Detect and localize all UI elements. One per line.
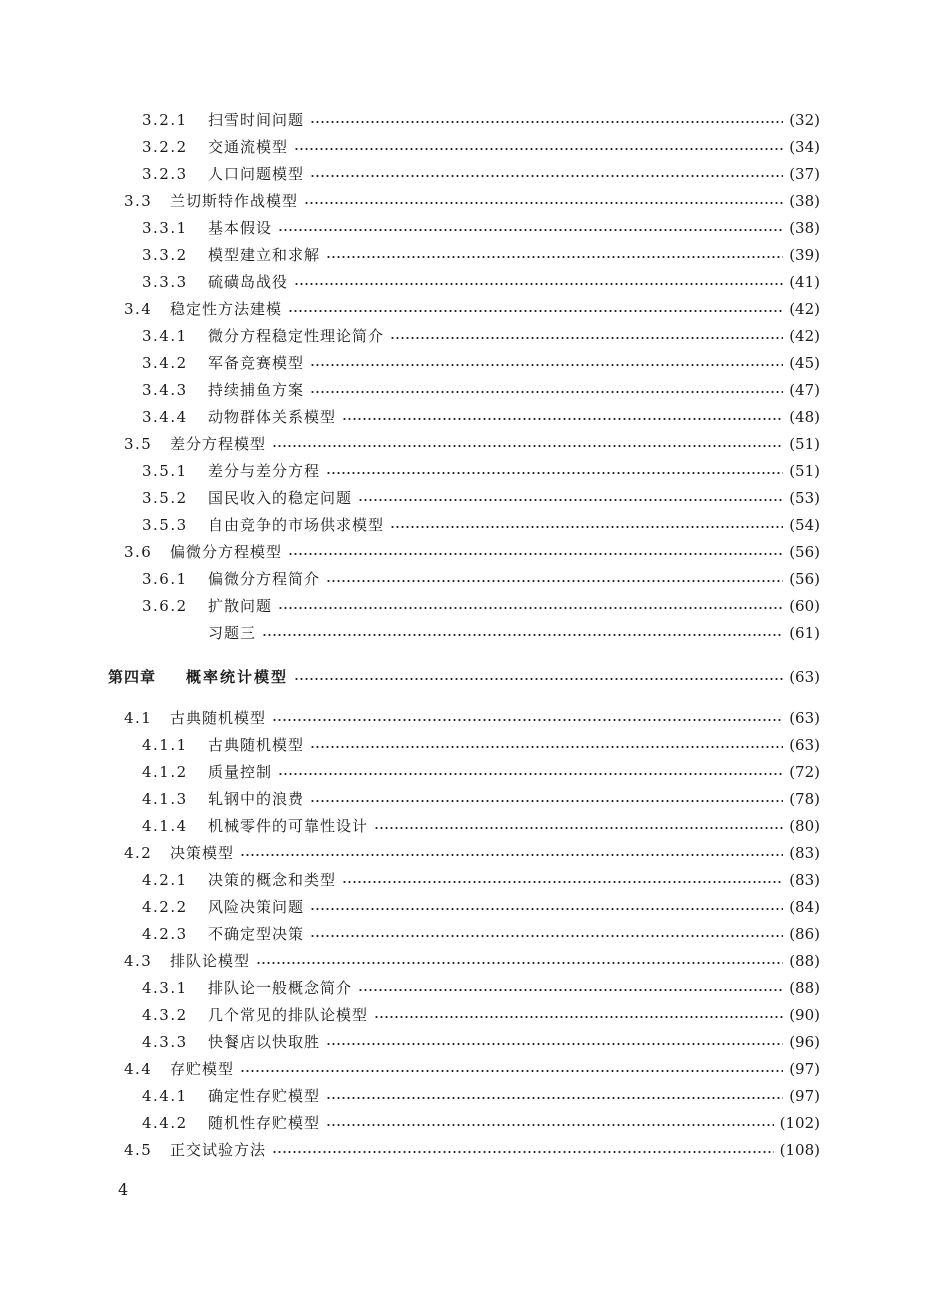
toc-entry-title: 概率统计模型 — [186, 668, 289, 686]
toc-entry-page: (90) — [789, 1006, 820, 1024]
dot-leader — [278, 229, 783, 231]
toc-entry-title: 不确定型决策 — [208, 925, 305, 943]
dot-leader — [326, 256, 783, 258]
toc-entry-title: 质量控制 — [208, 763, 273, 781]
toc-entry[interactable] — [124, 1138, 820, 1162]
toc-entry-title: 正交试验方法 — [170, 1141, 267, 1159]
toc-entry-page: (60) — [789, 597, 820, 615]
toc-entry[interactable] — [142, 1111, 820, 1135]
toc-entry-number: 3.6.1 — [142, 570, 188, 588]
toc-entry-number: 3.2.3 — [142, 165, 188, 183]
toc-entry[interactable] — [142, 594, 820, 618]
toc-entry[interactable] — [142, 1030, 820, 1054]
toc-entry-number: 3.4.2 — [142, 354, 188, 372]
toc-entry[interactable] — [124, 949, 820, 973]
toc-entry[interactable] — [142, 486, 820, 510]
dot-leader — [390, 526, 783, 528]
toc-entry-number: 3.3.1 — [142, 219, 188, 237]
toc-entry-number: 3.5.2 — [142, 489, 188, 507]
toc-entry[interactable] — [142, 868, 820, 892]
dot-leader — [326, 472, 783, 474]
toc-entry-page: (83) — [789, 844, 820, 862]
dot-leader — [342, 881, 783, 883]
dot-leader — [278, 773, 783, 775]
toc-entry-number: 3.4 — [124, 300, 153, 318]
toc-entry[interactable] — [124, 1057, 820, 1081]
toc-entry-title: 决策模型 — [170, 844, 235, 862]
toc-entry[interactable] — [142, 135, 820, 159]
toc-entry-title: 确定性存贮模型 — [208, 1087, 321, 1105]
dot-leader — [262, 634, 783, 636]
toc-entry-title: 兰切斯特作战模型 — [170, 192, 299, 210]
toc-entry-number: 4.3.3 — [142, 1033, 188, 1051]
toc-entry[interactable] — [124, 706, 820, 730]
toc-entry[interactable] — [142, 895, 820, 919]
dot-leader — [310, 364, 783, 366]
toc-entry-title: 存贮模型 — [170, 1060, 235, 1078]
dot-leader — [304, 202, 783, 204]
toc-entry-title: 持续捕鱼方案 — [208, 381, 305, 399]
toc-entry-title: 模型建立和求解 — [208, 246, 321, 264]
toc-entry[interactable] — [142, 270, 820, 294]
dot-leader — [310, 121, 783, 123]
dot-leader — [278, 607, 783, 609]
toc-entry[interactable] — [142, 1003, 820, 1027]
toc-entry-number: 3.3.2 — [142, 246, 188, 264]
toc-entry-page: (61) — [789, 624, 820, 642]
toc-entry-page: (63) — [789, 736, 820, 754]
dot-leader — [310, 391, 783, 393]
toc-entry-page: (108) — [779, 1141, 820, 1159]
dot-leader — [310, 935, 783, 937]
toc-entry[interactable] — [142, 733, 820, 757]
dot-leader — [294, 283, 783, 285]
toc-entry-title: 人口问题模型 — [208, 165, 305, 183]
dot-leader — [272, 1151, 774, 1153]
toc-entry-page: (97) — [789, 1060, 820, 1078]
toc-entry-title: 硫磺岛战役 — [208, 273, 289, 291]
toc-entry-number: 4.2 — [124, 844, 153, 862]
toc-entry-page: (41) — [789, 273, 820, 291]
toc-entry-number: 4.1.4 — [142, 817, 188, 835]
toc-entry-title: 动物群体关系模型 — [208, 408, 337, 426]
toc-entry[interactable] — [124, 297, 820, 321]
toc-entry-number: 3.2.1 — [142, 111, 188, 129]
toc-entry-number: 4.2.3 — [142, 925, 188, 943]
toc-entry-page: (88) — [789, 979, 820, 997]
toc-entry-page: (78) — [789, 790, 820, 808]
toc-entry[interactable] — [142, 976, 820, 1000]
toc-entry-title: 偏微分方程模型 — [170, 543, 283, 561]
toc-entry[interactable] — [142, 405, 820, 429]
toc-entry-number: 3.4.1 — [142, 327, 188, 345]
toc-entry-number: 4.2.2 — [142, 898, 188, 916]
dot-leader — [294, 148, 783, 150]
toc-entry-page: (80) — [789, 817, 820, 835]
dot-leader — [240, 854, 783, 856]
toc-entry-title: 自由竞争的市场供求模型 — [208, 516, 385, 534]
toc-entry-number: 4.1.3 — [142, 790, 188, 808]
toc-entry[interactable] — [142, 216, 820, 240]
toc-entry-page: (32) — [789, 111, 820, 129]
page-number: 4 — [118, 1180, 129, 1199]
dot-leader — [326, 580, 783, 582]
toc-entry-page: (38) — [789, 192, 820, 210]
toc-entry-title: 古典随机模型 — [208, 736, 305, 754]
dot-leader — [256, 962, 783, 964]
toc-entry-number: 3.3.3 — [142, 273, 188, 291]
dot-leader — [272, 719, 783, 721]
toc-entry-title: 差分与差分方程 — [208, 462, 321, 480]
toc-entry-number: 4.4.2 — [142, 1114, 188, 1132]
toc-entry-page: (38) — [789, 219, 820, 237]
toc-entry-title: 轧钢中的浪费 — [208, 790, 305, 808]
dot-leader — [358, 989, 783, 991]
toc-entry-title: 排队论一般概念简介 — [208, 979, 353, 997]
toc-entry-number: 3.5.1 — [142, 462, 188, 480]
toc-entry-title: 风险决策问题 — [208, 898, 305, 916]
toc-entry[interactable] — [142, 621, 820, 645]
toc-entry-page: (51) — [789, 435, 820, 453]
toc-entry-title: 扫雪时间问题 — [208, 111, 305, 129]
toc-entry[interactable] — [142, 787, 820, 811]
toc-entry-page: (88) — [789, 952, 820, 970]
dot-leader — [310, 746, 783, 748]
toc-entry-number: 3.5 — [124, 435, 153, 453]
toc-entry-page: (97) — [789, 1087, 820, 1105]
toc-entry[interactable] — [142, 108, 820, 132]
dot-leader — [288, 310, 783, 312]
toc-entry-page: (42) — [789, 327, 820, 345]
toc-entry-number: 4.4 — [124, 1060, 153, 1078]
toc-entry[interactable] — [124, 432, 820, 456]
dot-leader — [310, 800, 783, 802]
dot-leader — [342, 418, 783, 420]
toc-entry-number: 4.3.1 — [142, 979, 188, 997]
toc-entry-title: 微分方程稳定性理论简介 — [208, 327, 385, 345]
toc-entry-page: (47) — [789, 381, 820, 399]
toc-entry[interactable] — [124, 841, 820, 865]
toc-entry-title: 随机性存贮模型 — [208, 1114, 321, 1132]
toc-entry-title: 机械零件的可靠性设计 — [208, 817, 369, 835]
toc-entry-title: 古典随机模型 — [170, 709, 267, 727]
toc-entry-number: 3.2.2 — [142, 138, 188, 156]
toc-entry-page: (102) — [779, 1114, 820, 1132]
toc-entry-number: 4.3.2 — [142, 1006, 188, 1024]
toc-entry-page: (83) — [789, 871, 820, 889]
toc-entry-page: (51) — [789, 462, 820, 480]
toc-entry-title: 基本假设 — [208, 219, 273, 237]
toc-entry-title: 几个常见的排队论模型 — [208, 1006, 369, 1024]
dot-leader — [272, 445, 783, 447]
toc-entry-page: (54) — [789, 516, 820, 534]
dot-leader — [310, 175, 783, 177]
toc-entry-page: (86) — [789, 925, 820, 943]
toc-entry[interactable] — [142, 378, 820, 402]
dot-leader — [326, 1124, 774, 1126]
toc-entry-number: 第四章 — [108, 668, 157, 686]
toc-entry-number: 3.4.4 — [142, 408, 188, 426]
toc-entry-page: (63) — [789, 668, 820, 686]
toc-entry-title: 偏微分方程简介 — [208, 570, 321, 588]
toc-entry[interactable] — [142, 243, 820, 267]
toc-entry-number: 4.1.1 — [142, 736, 188, 754]
toc-entry-number: 4.1.2 — [142, 763, 188, 781]
dot-leader — [390, 337, 783, 339]
toc-entry-number: 4.2.1 — [142, 871, 188, 889]
dot-leader — [288, 553, 783, 555]
dot-leader — [374, 827, 783, 829]
toc-entry-page: (39) — [789, 246, 820, 264]
toc-entry-number: 3.6 — [124, 543, 153, 561]
toc-entry-page: (63) — [789, 709, 820, 727]
toc-entry-page: (53) — [789, 489, 820, 507]
toc-entry-number: 3.4.3 — [142, 381, 188, 399]
toc-entry[interactable] — [142, 922, 820, 946]
toc-entry-title: 稳定性方法建模 — [170, 300, 283, 318]
toc-entry-title: 国民收入的稳定问题 — [208, 489, 353, 507]
toc-entry[interactable] — [124, 540, 820, 564]
toc-entry[interactable] — [142, 351, 820, 375]
dot-leader — [310, 908, 783, 910]
toc-entry-number: 4.5 — [124, 1141, 153, 1159]
dot-leader — [326, 1043, 783, 1045]
toc-entry-number: 3.5.3 — [142, 516, 188, 534]
toc-entry[interactable] — [142, 1084, 820, 1108]
toc-entry-page: (48) — [789, 408, 820, 426]
toc-chapter-entry[interactable] — [108, 665, 820, 689]
dot-leader — [326, 1097, 783, 1099]
toc-entry[interactable] — [142, 567, 820, 591]
toc-entry-title: 习题三 — [208, 624, 257, 642]
toc-entry-title: 快餐店以快取胜 — [208, 1033, 321, 1051]
toc-entry[interactable] — [142, 162, 820, 186]
toc-entry[interactable] — [142, 513, 820, 537]
toc-entry-number: 4.1 — [124, 709, 153, 727]
toc-entry[interactable] — [142, 459, 820, 483]
toc-entry-page: (84) — [789, 898, 820, 916]
toc-entry-title: 交通流模型 — [208, 138, 289, 156]
toc-entry-title: 军备竞赛模型 — [208, 354, 305, 372]
toc-entry[interactable] — [124, 189, 820, 213]
dot-leader — [240, 1070, 783, 1072]
toc-entry-page: (72) — [789, 763, 820, 781]
dot-leader — [294, 678, 783, 680]
toc-entry[interactable] — [142, 814, 820, 838]
dot-leader — [374, 1016, 783, 1018]
toc-entry-page: (37) — [789, 165, 820, 183]
toc-entry[interactable] — [142, 760, 820, 784]
toc-entry-page: (56) — [789, 543, 820, 561]
toc-entry-number: 4.3 — [124, 952, 153, 970]
toc-entry-number: 3.6.2 — [142, 597, 188, 615]
toc-entry-page: (42) — [789, 300, 820, 318]
toc-entry-title: 排队论模型 — [170, 952, 251, 970]
toc-entry[interactable] — [142, 324, 820, 348]
toc-entry-page: (56) — [789, 570, 820, 588]
toc-entry-number: 4.4.1 — [142, 1087, 188, 1105]
toc-entry-page: (96) — [789, 1033, 820, 1051]
toc-entry-number: 3.3 — [124, 192, 153, 210]
toc-entry-title: 决策的概念和类型 — [208, 871, 337, 889]
toc-entry-title: 差分方程模型 — [170, 435, 267, 453]
toc-entry-page: (34) — [789, 138, 820, 156]
toc-entry-page: (45) — [789, 354, 820, 372]
toc-entry-title: 扩散问题 — [208, 597, 273, 615]
dot-leader — [358, 499, 783, 501]
